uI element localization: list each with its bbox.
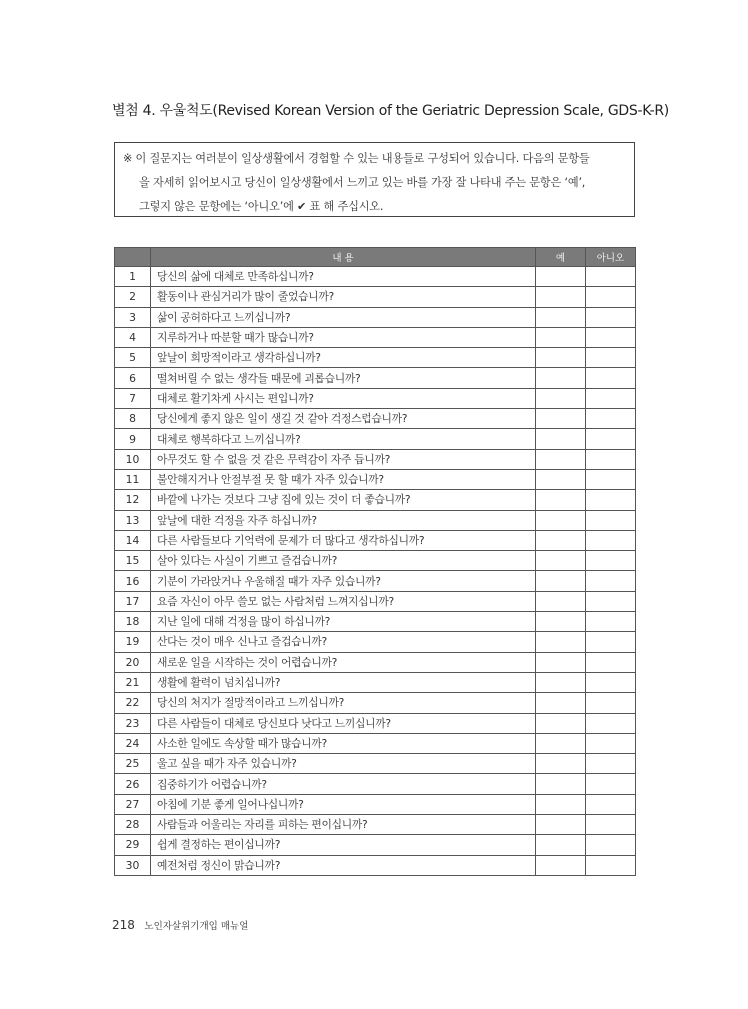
no-checkbox-cell[interactable] [586, 591, 636, 611]
item-number: 27 [115, 794, 151, 814]
item-number: 19 [115, 632, 151, 652]
item-question: 지난 일에 대해 걱정을 많이 하십니까? [151, 612, 536, 632]
yes-checkbox-cell[interactable] [536, 348, 586, 368]
item-question: 당신의 삶에 대체로 만족하십니까? [151, 267, 536, 287]
table-row [115, 672, 636, 692]
item-number: 9 [115, 429, 151, 449]
no-checkbox-cell[interactable] [586, 551, 636, 571]
page-footer [112, 918, 248, 932]
no-checkbox-cell[interactable] [586, 632, 636, 652]
item-number: 26 [115, 774, 151, 794]
no-checkbox-cell[interactable] [586, 794, 636, 814]
item-number: 22 [115, 693, 151, 713]
yes-checkbox-cell[interactable] [536, 855, 586, 875]
table-row [115, 490, 636, 510]
page-title: 별첨 4. 우울척도(Revised Korean Version of the Geriatric Depression Scale, GDS-K-R) [112, 103, 669, 119]
yes-checkbox-cell[interactable] [536, 287, 586, 307]
no-checkbox-cell[interactable] [586, 469, 636, 489]
yes-checkbox-cell[interactable] [536, 612, 586, 632]
table-header-row [115, 248, 636, 267]
yes-checkbox-cell[interactable] [536, 530, 586, 550]
item-number: 24 [115, 733, 151, 753]
item-question: 살아 있다는 사실이 기쁘고 즐겁습니까? [151, 551, 536, 571]
no-checkbox-cell[interactable] [586, 672, 636, 692]
item-question: 삶이 공허하다고 느끼십니까? [151, 307, 536, 327]
item-question: 대체로 행복하다고 느끼십니까? [151, 429, 536, 449]
header-content: 내 용 [151, 248, 536, 267]
item-number: 4 [115, 327, 151, 347]
table-row [115, 307, 636, 327]
item-question: 지루하거나 따분할 때가 많습니까? [151, 327, 536, 347]
header-yes: 예 [536, 248, 586, 267]
item-number: 1 [115, 267, 151, 287]
item-number: 28 [115, 815, 151, 835]
item-question: 집중하기가 어렵습니까? [151, 774, 536, 794]
no-checkbox-cell[interactable] [586, 774, 636, 794]
item-number: 8 [115, 409, 151, 429]
item-question: 바깥에 나가는 것보다 그냥 집에 있는 것이 더 좋습니까? [151, 490, 536, 510]
item-number: 18 [115, 612, 151, 632]
table-row [115, 449, 636, 469]
yes-checkbox-cell[interactable] [536, 490, 586, 510]
yes-checkbox-cell[interactable] [536, 774, 586, 794]
questionnaire-table-container [114, 247, 635, 876]
footer-title: 노인자살위기개입 매뉴얼 [144, 921, 249, 932]
item-question: 앞날에 대한 걱정을 자주 하십니까? [151, 510, 536, 530]
header-number [115, 248, 151, 267]
table-row [115, 388, 636, 408]
table-row [115, 591, 636, 611]
yes-checkbox-cell[interactable] [536, 713, 586, 733]
no-checkbox-cell[interactable] [586, 348, 636, 368]
item-question: 당신에게 좋지 않은 일이 생길 것 같아 걱정스럽습니까? [151, 409, 536, 429]
item-question: 앞날이 희망적이라고 생각하십니까? [151, 348, 536, 368]
item-question: 떨쳐버릴 수 없는 생각들 때문에 괴롭습니까? [151, 368, 536, 388]
no-checkbox-cell[interactable] [586, 754, 636, 774]
item-number: 12 [115, 490, 151, 510]
instruction-box [114, 142, 635, 217]
instruction-line-2: 을 자세히 읽어보시고 당신이 일상생활에서 느끼고 있는 바를 가장 잘 나타내 주는 문항은 ‘예’, [139, 176, 586, 189]
no-checkbox-cell[interactable] [586, 327, 636, 347]
item-question: 기분이 가라앉거나 우울해질 때가 자주 있습니까? [151, 571, 536, 591]
no-checkbox-cell[interactable] [586, 652, 636, 672]
table-row [115, 733, 636, 753]
yes-checkbox-cell[interactable] [536, 693, 586, 713]
no-checkbox-cell[interactable] [586, 449, 636, 469]
yes-checkbox-cell[interactable] [536, 469, 586, 489]
table-row [115, 713, 636, 733]
yes-checkbox-cell[interactable] [536, 449, 586, 469]
item-number: 3 [115, 307, 151, 327]
yes-checkbox-cell[interactable] [536, 815, 586, 835]
yes-checkbox-cell[interactable] [536, 327, 586, 347]
no-checkbox-cell[interactable] [586, 490, 636, 510]
item-number: 5 [115, 348, 151, 368]
item-question: 다른 사람들보다 기억력에 문제가 더 많다고 생각하십니까? [151, 530, 536, 550]
no-checkbox-cell[interactable] [586, 368, 636, 388]
yes-checkbox-cell[interactable] [536, 591, 586, 611]
yes-checkbox-cell[interactable] [536, 794, 586, 814]
item-question: 활동이나 관심거리가 많이 줄었습니까? [151, 287, 536, 307]
item-number: 2 [115, 287, 151, 307]
yes-checkbox-cell[interactable] [536, 409, 586, 429]
yes-checkbox-cell[interactable] [536, 368, 586, 388]
table-row [115, 469, 636, 489]
no-checkbox-cell[interactable] [586, 571, 636, 591]
yes-checkbox-cell[interactable] [536, 388, 586, 408]
header-no: 아니오 [586, 248, 636, 267]
table-row [115, 754, 636, 774]
yes-checkbox-cell[interactable] [536, 672, 586, 692]
item-number: 13 [115, 510, 151, 530]
item-question: 다른 사람들이 대체로 당신보다 낫다고 느끼십니까? [151, 713, 536, 733]
item-question: 새로운 일을 시작하는 것이 어렵습니까? [151, 652, 536, 672]
item-question: 대체로 활기차게 사시는 편입니까? [151, 388, 536, 408]
item-number: 14 [115, 530, 151, 550]
item-question: 산다는 것이 매우 신나고 즐겁습니까? [151, 632, 536, 652]
instruction-line-1: ※ 이 질문지는 여러분이 일상생활에서 경험할 수 있는 내용들로 구성되어 있습니다. 다음의 문항들 [123, 152, 590, 165]
table-row [115, 815, 636, 835]
table-row [115, 835, 636, 855]
item-number: 15 [115, 551, 151, 571]
item-number: 25 [115, 754, 151, 774]
table-row [115, 287, 636, 307]
instruction-line-3: 그렇지 않은 문항에는 ‘아니오’에 ✔ 표 해 주십시오. [139, 200, 384, 213]
no-checkbox-cell[interactable] [586, 388, 636, 408]
no-checkbox-cell[interactable] [586, 287, 636, 307]
no-checkbox-cell[interactable] [586, 612, 636, 632]
item-number: 20 [115, 652, 151, 672]
table-row [115, 774, 636, 794]
table-row [115, 612, 636, 632]
table-row [115, 794, 636, 814]
item-question: 당신의 처지가 절망적이라고 느끼십니까? [151, 693, 536, 713]
table-row [115, 368, 636, 388]
table-row [115, 429, 636, 449]
item-number: 21 [115, 672, 151, 692]
table-row [115, 530, 636, 550]
questionnaire-table [114, 247, 636, 876]
no-checkbox-cell[interactable] [586, 267, 636, 287]
yes-checkbox-cell[interactable] [536, 571, 586, 591]
no-checkbox-cell[interactable] [586, 307, 636, 327]
item-number: 23 [115, 713, 151, 733]
no-checkbox-cell[interactable] [586, 530, 636, 550]
item-question: 요즘 자신이 아무 쓸모 없는 사람처럼 느껴지십니까? [151, 591, 536, 611]
no-checkbox-cell[interactable] [586, 429, 636, 449]
item-question: 아침에 기분 좋게 일어나십니까? [151, 794, 536, 814]
item-number: 6 [115, 368, 151, 388]
yes-checkbox-cell[interactable] [536, 835, 586, 855]
no-checkbox-cell[interactable] [586, 815, 636, 835]
yes-checkbox-cell[interactable] [536, 307, 586, 327]
yes-checkbox-cell[interactable] [536, 652, 586, 672]
item-number: 29 [115, 835, 151, 855]
yes-checkbox-cell[interactable] [536, 632, 586, 652]
item-question: 사소한 일에도 속상할 때가 많습니까? [151, 733, 536, 753]
page-number: 218 [112, 918, 135, 932]
item-number: 7 [115, 388, 151, 408]
item-question: 불안해지거나 안절부절 못 할 때가 자주 있습니까? [151, 469, 536, 489]
yes-checkbox-cell[interactable] [536, 551, 586, 571]
item-question: 쉽게 결정하는 편이십니까? [151, 835, 536, 855]
item-question: 사람들과 어울리는 자리를 피하는 편이십니까? [151, 815, 536, 835]
item-question: 예전처럼 정신이 맑습니까? [151, 855, 536, 875]
table-row [115, 551, 636, 571]
yes-checkbox-cell[interactable] [536, 510, 586, 530]
item-number: 16 [115, 571, 151, 591]
table-row [115, 693, 636, 713]
table-row [115, 267, 636, 287]
table-row [115, 571, 636, 591]
item-number: 11 [115, 469, 151, 489]
no-checkbox-cell[interactable] [586, 835, 636, 855]
table-row [115, 348, 636, 368]
item-number: 17 [115, 591, 151, 611]
table-row [115, 632, 636, 652]
item-question: 아무것도 할 수 없을 것 같은 무력감이 자주 듭니까? [151, 449, 536, 469]
table-row [115, 409, 636, 429]
item-number: 30 [115, 855, 151, 875]
no-checkbox-cell[interactable] [586, 510, 636, 530]
no-checkbox-cell[interactable] [586, 409, 636, 429]
no-checkbox-cell[interactable] [586, 733, 636, 753]
yes-checkbox-cell[interactable] [536, 754, 586, 774]
yes-checkbox-cell[interactable] [536, 733, 586, 753]
table-row [115, 652, 636, 672]
table-row [115, 327, 636, 347]
no-checkbox-cell[interactable] [586, 713, 636, 733]
item-question: 생활에 활력이 넘치십니까? [151, 672, 536, 692]
no-checkbox-cell[interactable] [586, 693, 636, 713]
table-row [115, 855, 636, 875]
table-row [115, 510, 636, 530]
item-question: 울고 싶을 때가 자주 있습니까? [151, 754, 536, 774]
yes-checkbox-cell[interactable] [536, 429, 586, 449]
item-number: 10 [115, 449, 151, 469]
no-checkbox-cell[interactable] [586, 855, 636, 875]
yes-checkbox-cell[interactable] [536, 267, 586, 287]
